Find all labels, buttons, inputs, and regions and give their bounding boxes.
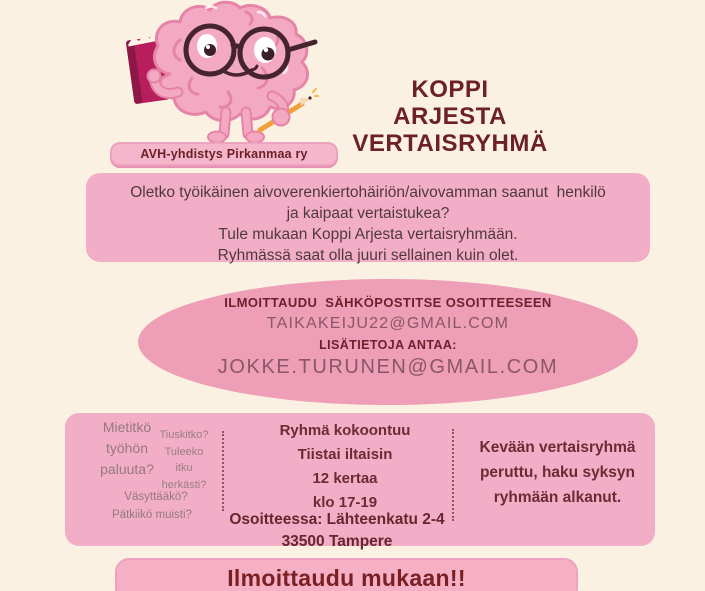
intro-line-4: Ryhmässä saat olla juuri sellainen kuin olet. (217, 247, 519, 264)
details-box (65, 413, 655, 550)
info-email: JOKKE.TURUNEN@GMAIL.COM (217, 356, 559, 378)
brain-mascot-illustration (110, 0, 320, 150)
intro-line-3: Tule mukaan Koppi Arjesta vertaisryhmään. (218, 226, 518, 243)
dotted-divider-right (452, 429, 454, 521)
cta-banner (115, 558, 578, 591)
contact-subheading: LISÄTIETOJA ANTAA: (319, 338, 457, 352)
intro-line-2: ja kaipaat vertaistukea? (286, 205, 450, 222)
contact-heading: ILMOITTAUDU SÄHKÖPOSTITSE OSOITTEESEEN (224, 295, 552, 310)
intro-line-1: Oletko työikäinen aivoverenkiertohäiriön/aivovamman saanut henkilö (130, 184, 606, 201)
title-line-2: ARJESTA (393, 103, 507, 130)
schedule-info: Ryhmä kokoontuu Tiistai iltaisin 12 kertaa klo 17-19 (279, 422, 411, 511)
dotted-divider-left (222, 431, 224, 511)
signup-email: TAIKAKEIJU22@GMAIL.COM (266, 315, 510, 332)
intro-box (86, 173, 650, 262)
contact-ellipse (138, 279, 638, 405)
question-memory: Pätkiikö muisti? (112, 509, 192, 521)
question-irritability: Tiuskitko? Tuleeko itku herkästi? (159, 429, 209, 491)
title-line-3: VERTAISRYHMÄ (352, 130, 548, 157)
org-badge (110, 142, 338, 166)
cancellation-notice: Kevään vertaisryhmä peruttu, haku syksyn ryhmään alkanut. (479, 439, 636, 506)
address-info: Osoitteessa: Lähteenkatu 2-4 33500 Tampere (229, 511, 445, 550)
page-title (330, 76, 570, 157)
question-tiredness: Väsyttääkö? (124, 491, 188, 503)
org-badge-label: AVH-yhdistys Pirkanmaa ry (140, 147, 308, 161)
question-work-return: Mietitkö työhön paluuta? (100, 419, 154, 477)
title-line-1: KOPPI (411, 76, 489, 103)
cta-label: Ilmoittaudu mukaan!! (227, 565, 466, 591)
